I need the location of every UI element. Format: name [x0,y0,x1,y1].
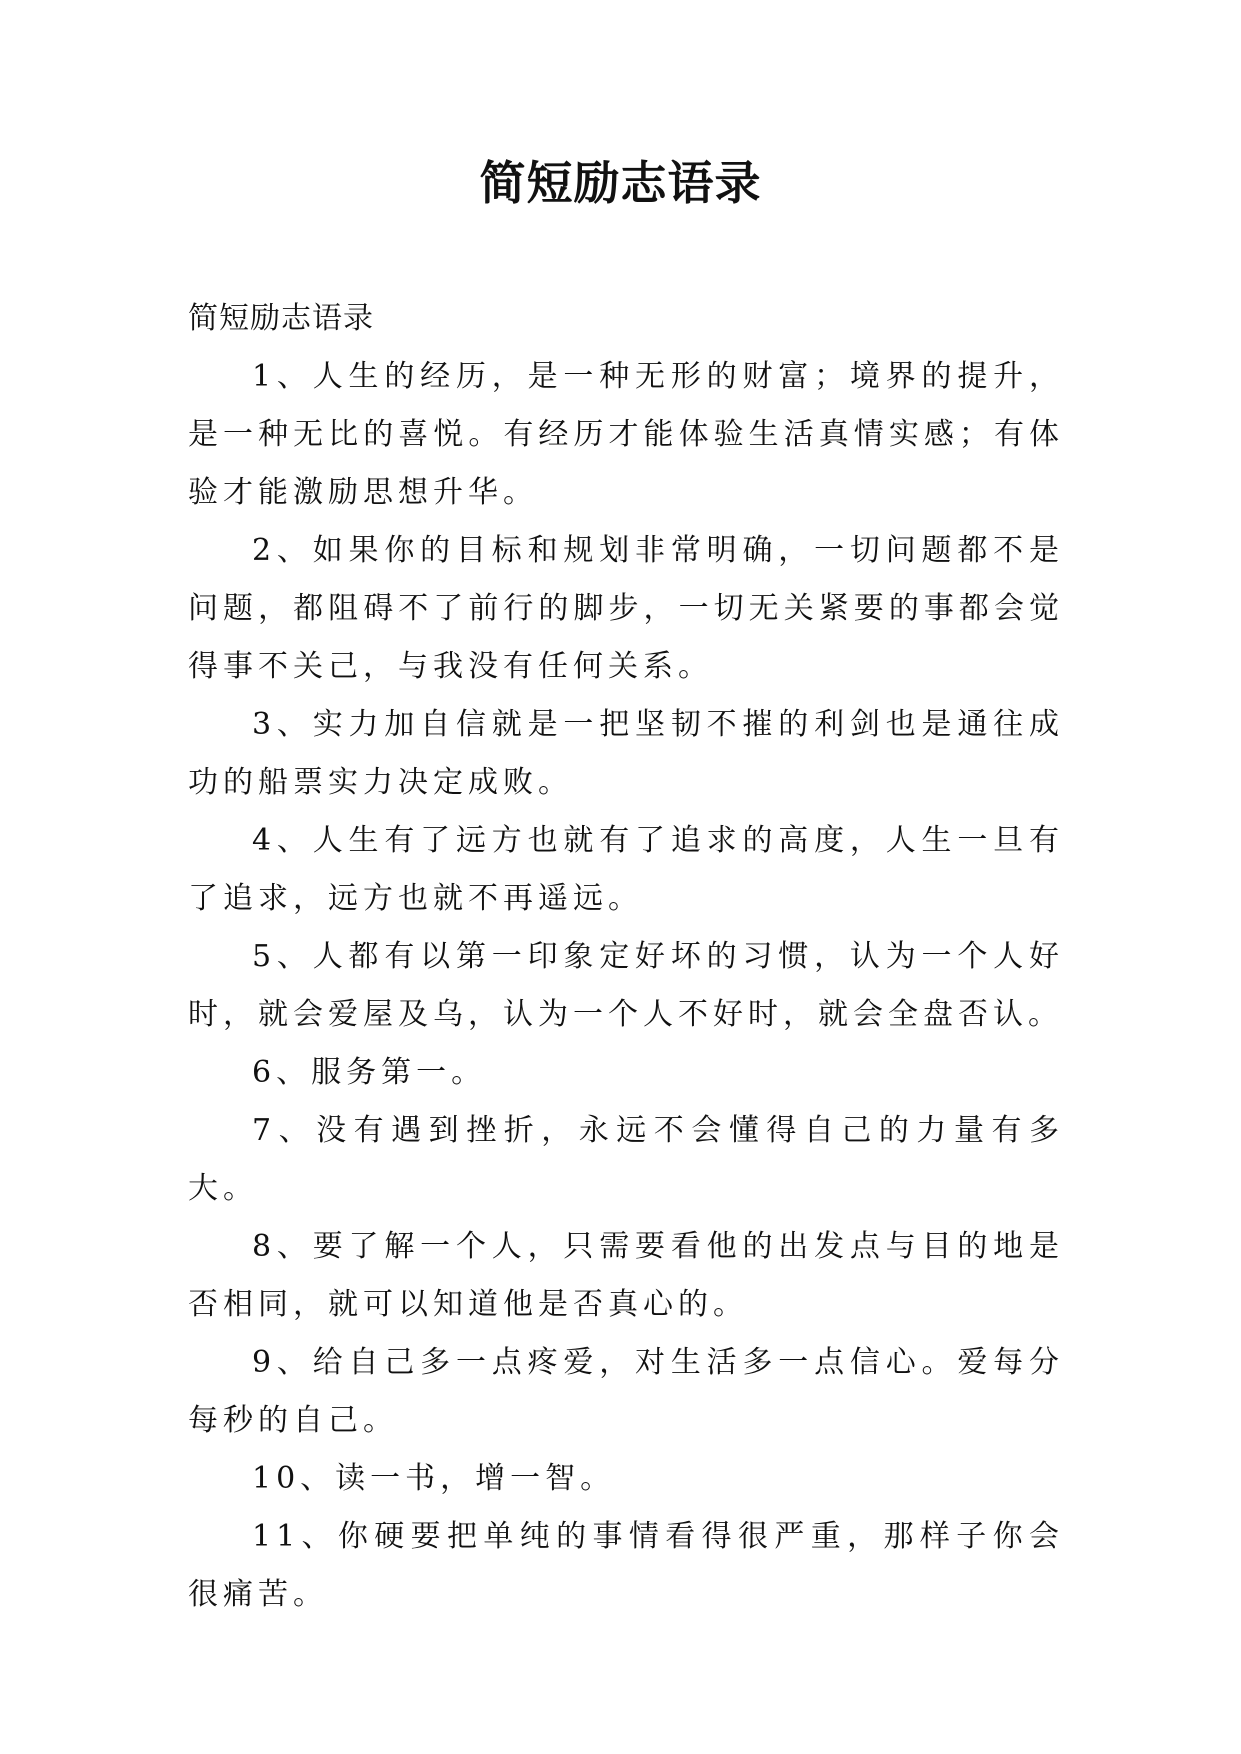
quote-paragraph-4: 4、人生有了远方也就有了追求的高度，人生一旦有了追求，远方也就不再遥远。 [188,823,1064,916]
page-title: 简短励志语录 [479,156,762,210]
quote-paragraph-5: 5、人都有以第一印象定好坏的习惯，认为一个人好时，就会爱屋及乌，认为一个人不好时，就会全盘否认。 [188,939,1064,1032]
quote-paragraph-2: 2、如果你的目标和规划非常明确，一切问题都不是问题，都阻碍不了前行的脚步，一切无关紧要的事都会觉得事不关己，与我没有任何关系。 [188,533,1064,684]
quote-paragraph-6: 6、服务第一。 [252,1055,487,1090]
quote-paragraph-1: 1、人生的经历，是一种无形的财富；境界的提升，是一种无比的喜悦。有经历才能体验生活真情实感；有体验才能激励思想升华。 [188,359,1064,510]
document-body [188,290,1064,1624]
quote-paragraph-3: 3、实力加自信就是一把坚韧不摧的利剑也是通往成功的船票实力决定成败。 [188,707,1064,800]
quote-paragraph-10: 10、读一书，增一智。 [252,1461,616,1496]
quote-paragraph-7: 7、没有遇到挫折，永远不会懂得自己的力量有多大。 [188,1113,1064,1206]
quote-paragraph-9: 9、给自己多一点疼爱，对生活多一点信心。爱每分每秒的自己。 [188,1345,1064,1438]
document-subtitle: 简短励志语录 [188,301,374,336]
quote-paragraph-8: 8、要了解一个人，只需要看他的出发点与目的地是否相同，就可以知道他是否真心的。 [188,1229,1064,1322]
quote-paragraph-11: 11、你硬要把单纯的事情看得很严重，那样子你会很痛苦。 [188,1519,1064,1612]
